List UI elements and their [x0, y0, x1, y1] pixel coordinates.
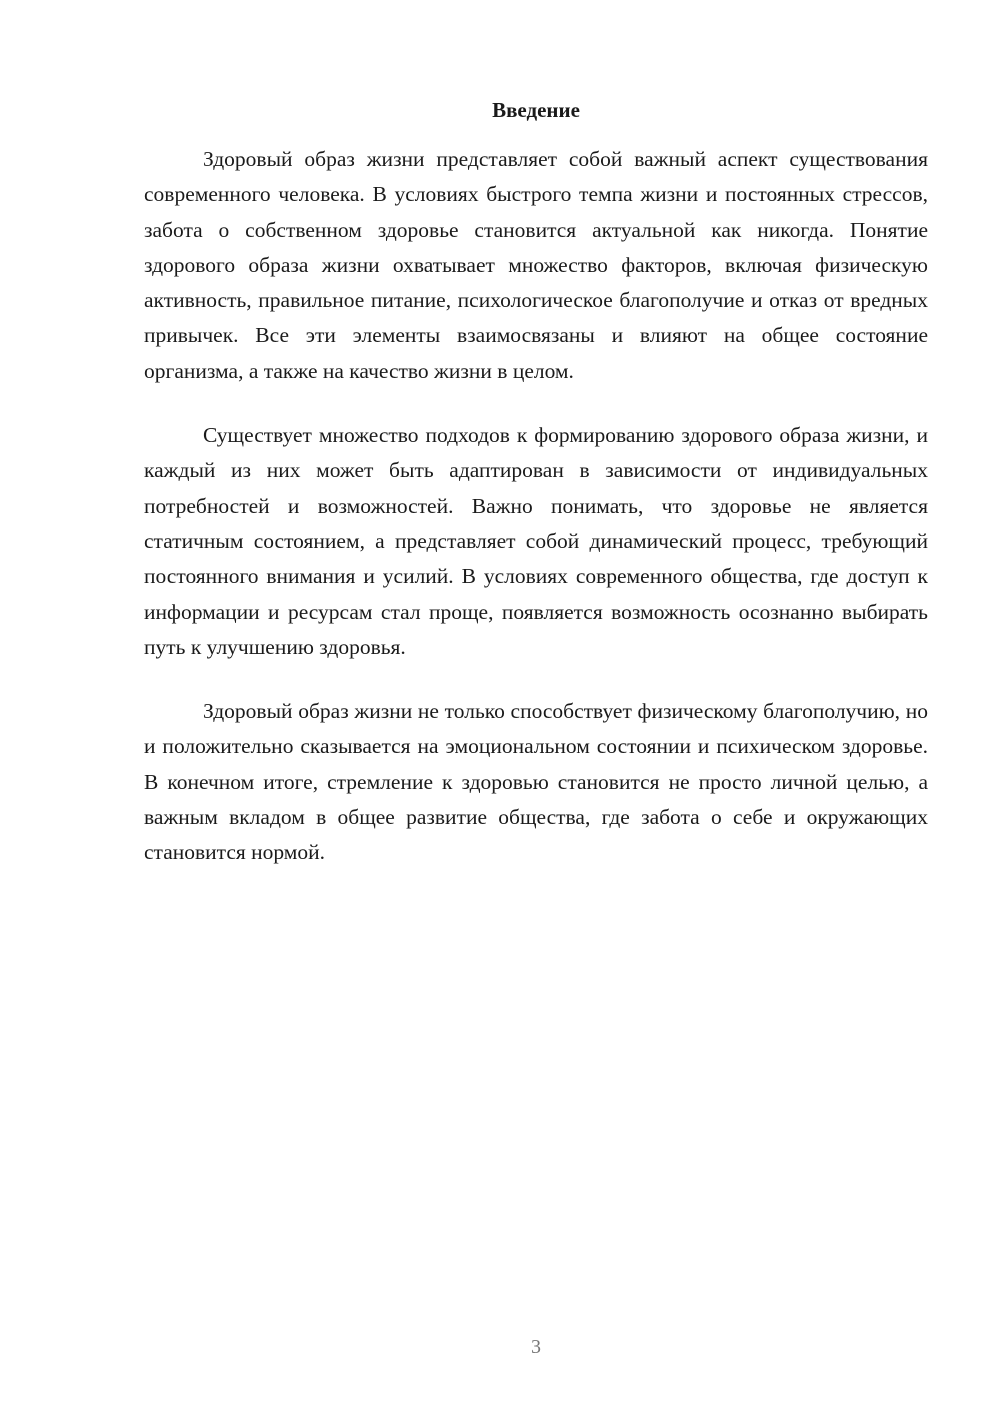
page-number: 3: [531, 1336, 541, 1358]
paragraph-3: Здоровый образ жизни не только способствует физическому благополучию, но и положительно сказывается на эмоциональном состоянии и психическом здоровье. В конечном итоге, стремление к здоровью становится не просто личной целью, а важным вкладом в общее развитие общества, где забота о себе и окружающих становится нормой.: [144, 699, 928, 865]
paragraph-1: Здоровый образ жизни представляет собой важный аспект существования современного человека. В условиях быстрого темпа жизни и постоянных стрессов, забота о собственном здоровье становится актуальной как никогда. Понятие здорового образа жизни охватывает множество факторов, включая физическую активность, правильное питание, психологическое благополучие и отказ от вредных привычек. Все эти элементы взаимосвязаны и влияют на общее состояние организма, а также на качество жизни в целом.: [144, 147, 928, 383]
section-heading: Введение: [492, 98, 580, 122]
body-text: [144, 142, 928, 900]
paragraph-2: Существует множество подходов к формированию здорового образа жизни, и каждый из них может быть адаптирован в зависимости от индивидуальных потребностей и возможностей. Важно понимать, что здоровье не является статичным состоянием, а представляет собой динамический процесс, требующий постоянного внимания и усилий. В условиях современного общества, где доступ к информации и ресурсам стал проще, появляется возможность осознанно выбирать путь к улучшению здоровья.: [144, 423, 928, 659]
